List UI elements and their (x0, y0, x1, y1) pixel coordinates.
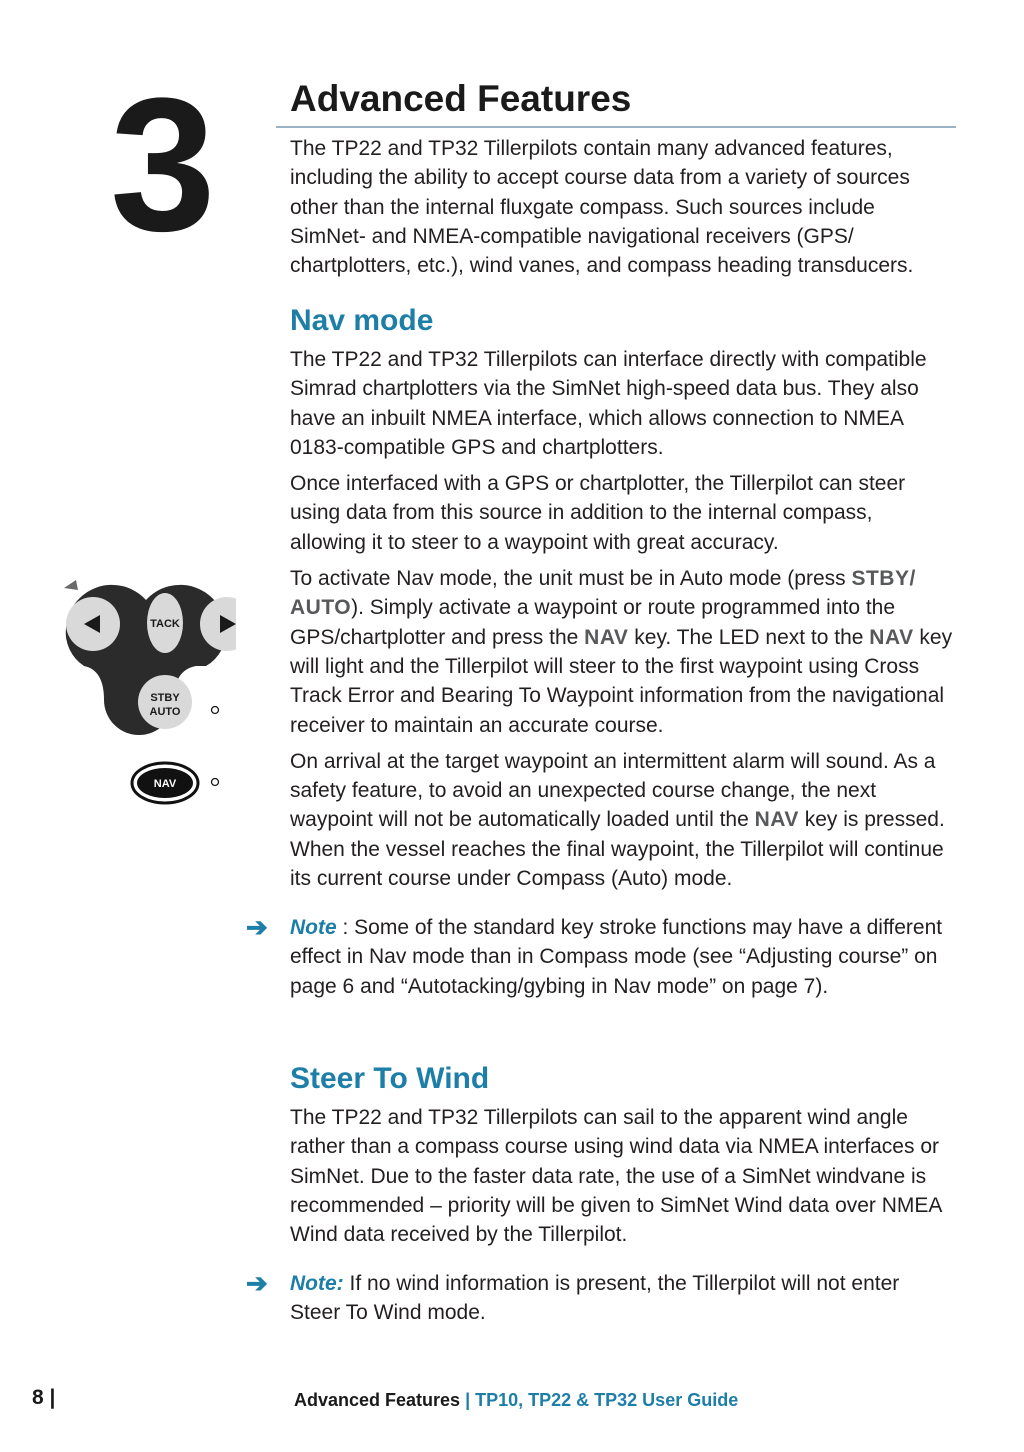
note-paragraph (290, 913, 954, 1001)
steer-to-wind-note (290, 1269, 954, 1328)
footer-separator: | (460, 1390, 476, 1410)
steer-to-wind-section (290, 1103, 954, 1249)
note-paragraph (290, 1269, 954, 1328)
note-arrow-icon: ➔ (246, 1268, 268, 1298)
text-run: ). Simply activate a waypoint or route programmed into the GPS/chartplotter and press the (290, 596, 896, 649)
nav-mode-heading: Nav mode (290, 304, 434, 337)
nav-mode-paragraph-3 (290, 564, 954, 740)
text-run: On arrival at the target waypoint an intermittent alarm will sound. As a safety feature, to avoid an unexpected course change, the next waypoint will not be automatically loaded until the (290, 749, 936, 832)
note-text: : Some of the standard key stroke functions may have a different effect in Nav mode than in Compass mode (see “Adjusting course” on page 6 and “Autotacking/gybing in Nav mode” on page 7). (290, 916, 943, 998)
note-text: If no wind information is present, the Tillerpilot will not enter Steer To Wind mode. (290, 1272, 900, 1325)
page-number: 8 | (32, 1386, 56, 1409)
footer-guide-title: TP10, TP22 & TP32 User Guide (475, 1390, 739, 1410)
nav-led-indicator (212, 779, 219, 786)
keypad-illustration (56, 570, 236, 820)
stby-auto-key-ref: STBY/ AUTO (290, 567, 916, 620)
note-label: Note: (290, 1272, 344, 1295)
nav-mode-paragraph-4 (290, 747, 954, 893)
nav-mode-section (290, 345, 954, 893)
tack-key-label: TACK (150, 618, 180, 630)
note-label: Note (290, 916, 337, 939)
steer-to-wind-paragraph: The TP22 and TP32 Tillerpilots can sail to the apparent wind angle rather than a compass course using wind data via NMEA interfaces or SimNet. Due to the faster data rate, the use of a SimNet windvane is recommended – priority will be given to SimNet Wind data over NMEA Wind data received by the Tillerpilot. (290, 1106, 942, 1247)
nav-key-ref: NAV (754, 808, 799, 832)
note-arrow-icon: ➔ (246, 912, 268, 942)
text-run: key is pressed. When the vessel reaches the final waypoint, the Tillerpilot will continue its current course under Compass (Auto) mode. (290, 808, 945, 891)
nav-key-label: NAV (153, 778, 177, 790)
text-run: key. The LED next to the (628, 625, 870, 649)
nav-mode-note (290, 913, 954, 1001)
nav-key-ref: NAV (584, 625, 629, 649)
chapter-number: 3 (110, 59, 210, 271)
intro-paragraph: The TP22 and TP32 Tillerpilots contain many advanced features, including the ability to accept course data from a variety of sources other than the internal fluxgate compass. Such sources include SimNet- and NMEA-compatible navigational receivers (GPS/ chartplotters, etc.), wind vanes, and compass heading transducers. (290, 137, 914, 278)
left-arrow-indicator-icon (64, 580, 78, 590)
intro-section (290, 134, 954, 280)
steer-to-wind-heading: Steer To Wind (290, 1062, 490, 1095)
text-run: key will light and the Tillerpilot will steer to the first waypoint using Cross Track Error and Bearing To Waypoint information from the navigational receiver to maintain an accurate course. (290, 625, 953, 737)
page-title: Advanced Features (290, 78, 632, 119)
footer (294, 1390, 738, 1411)
footer-section: Advanced Features (294, 1390, 461, 1410)
nav-mode-paragraph-2: Once interfaced with a GPS or chartplotter, the Tillerpilot can steer using data from this source in addition to the internal compass, allowing it to steer to a waypoint with great accuracy. (290, 472, 906, 554)
stby-led-indicator (212, 707, 219, 714)
title-divider (276, 126, 956, 128)
auto-key-label: AUTO (149, 706, 181, 718)
nav-key-ref: NAV (869, 625, 914, 649)
stby-key-label: STBY (150, 692, 180, 704)
nav-mode-paragraph-1: The TP22 and TP32 Tillerpilots can interface directly with compatible Simrad chartplotters via the SimNet high-speed data bus. They also have an inbuilt NMEA interface, which allows connection to NMEA 0183-compatible GPS and chartplotters. (290, 348, 927, 459)
text-run: To activate Nav mode, the unit must be in Auto mode (press (290, 567, 852, 591)
